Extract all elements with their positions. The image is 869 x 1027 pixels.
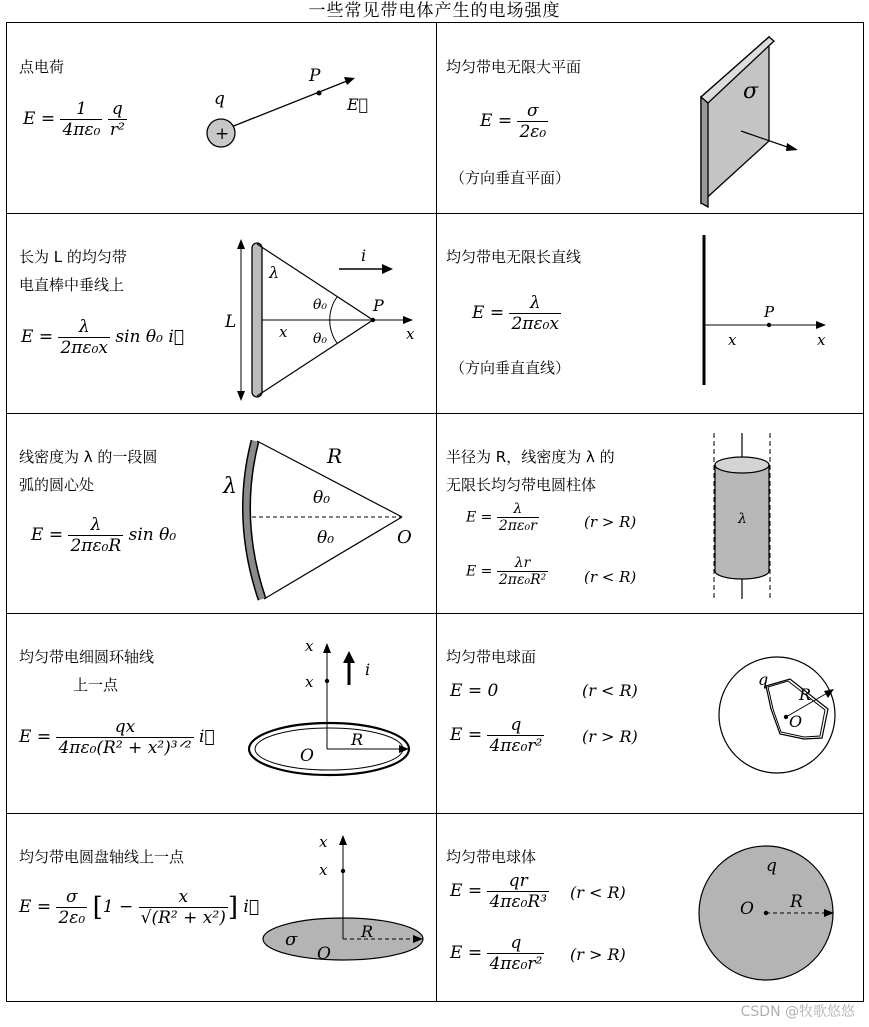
formula: E = $\frac{1}{\text{4πε₀}}$ $\frac{q}{\text{r²}}$: [23, 99, 125, 140]
formula: E = $\frac{qx}{\text{4πε₀(R² + x²)³ᐟ²}}$ i⃗: [19, 717, 215, 758]
condition-inside: (r < R): [582, 681, 638, 700]
plus-sign: +: [215, 124, 230, 144]
p-label: P: [309, 66, 321, 86]
theta-lower: θ₀: [313, 331, 328, 347]
condition-inside: (r < R): [570, 883, 626, 902]
i-label: i: [365, 660, 371, 679]
formula: E = $\frac{\sigma}{\text{2ε₀}}$: [480, 101, 547, 142]
cell-label-line2: 上一点: [73, 676, 119, 694]
p-label: P: [764, 303, 775, 321]
plane-figure: [436, 23, 864, 213]
r-label: R: [790, 892, 803, 912]
theta-lower: θ₀: [317, 528, 335, 548]
formula: E = $\frac{\lambda}{\text{2πε₀x}}$: [472, 293, 559, 334]
cell-label: 均匀带电无限长直线: [446, 248, 582, 266]
formula-inside: E = $\frac{qr}{\text{4πε₀R³}}$: [450, 871, 548, 912]
direction-note: （方向垂直直线）: [450, 359, 571, 377]
page-title: 一些常见带电体产生的电场强度: [308, 1, 561, 21]
cell-solid-sphere: [436, 813, 864, 1001]
cell-cylinder: [436, 413, 864, 613]
arc-figure: [7, 413, 436, 613]
x-axis-label: x: [406, 325, 415, 343]
r-label: R: [361, 922, 374, 941]
cell-arc: [7, 413, 436, 613]
l-label: L: [225, 312, 237, 332]
x-top-label: x: [319, 833, 328, 851]
cell-point-charge: [7, 23, 436, 213]
watermark: CSDN @牧歌悠悠: [740, 1004, 855, 1020]
formula-outside: E = $\frac{\lambda r}{\text{2πε₀R²}}$: [466, 555, 547, 588]
sigma-label: σ: [743, 79, 759, 104]
x-mid-label: x: [728, 331, 737, 349]
p-label: P: [373, 296, 384, 315]
o-label: O: [789, 712, 803, 731]
lambda-label: λ: [269, 263, 280, 282]
i-label: i: [361, 246, 367, 265]
x-mid-label: x: [305, 673, 314, 691]
condition-outside: (r > R): [570, 945, 626, 964]
cell-label-line1: 均匀带电细圆环轴线: [19, 648, 155, 666]
cell-ring: [7, 613, 436, 813]
q-label: q: [766, 856, 777, 876]
cell-label: 均匀带电无限大平面: [446, 58, 582, 76]
x-top-label: x: [305, 637, 314, 655]
formula-outside: E = $\frac{q}{\text{4πε₀r²}}$: [450, 933, 543, 974]
cylinder-figure: [436, 413, 864, 613]
point-charge-figure: [7, 23, 436, 213]
cell-label: 均匀带电球面: [446, 648, 537, 666]
condition-outside: (r > R): [584, 513, 637, 531]
q-label: q: [214, 89, 225, 109]
sphere-shell-figure: [436, 613, 864, 813]
lambda-label: λ: [223, 474, 237, 499]
cell-label: 均匀带电圆盘轴线上一点: [19, 848, 185, 866]
cell-label-line2: 弧的圆心处: [19, 476, 95, 494]
cell-label: 点电荷: [19, 58, 65, 76]
disk-figure: [7, 813, 436, 1001]
o-label: O: [397, 527, 412, 548]
theta-upper: θ₀: [313, 488, 331, 508]
q-label: q: [758, 670, 769, 689]
formula: E = $\frac{\lambda}{\text{2πε₀R}}$ sin θ₀: [31, 515, 177, 556]
o-label: O: [740, 899, 754, 919]
cell-infinite-plane: [436, 23, 864, 213]
rod-figure: [7, 213, 436, 413]
cell-label-line1: 半径为 R，线密度为 λ 的: [446, 448, 615, 466]
o-label: O: [317, 944, 331, 964]
lambda-label: λ: [738, 511, 747, 527]
theta-upper: θ₀: [313, 297, 328, 313]
ring-figure: [7, 613, 436, 813]
cell-label-line1: 长为 L 的均匀带: [19, 248, 127, 266]
direction-note: （方向垂直平面）: [450, 169, 571, 187]
r-label: R: [799, 685, 812, 704]
condition-outside: (r > R): [582, 727, 638, 746]
cell-disk: [7, 813, 436, 1001]
x-mid-label: x: [319, 861, 328, 879]
formula-inside: E = 0: [450, 681, 499, 701]
formula: E = $\frac{\lambda}{\text{2πε₀x}}$ sin θ₀ i⃗: [21, 317, 184, 358]
cell-label: 均匀带电球体: [446, 848, 537, 866]
formula-table: [6, 22, 864, 1002]
cell-finite-rod: [7, 213, 436, 413]
o-label: O: [300, 746, 314, 766]
formula: E = $\frac{\sigma}{\text{2ε₀}}$ [1 − $\frac{x}{\text{√(R² + x²)}}$ ] i⃗: [19, 887, 260, 928]
r-label: R: [351, 730, 364, 749]
e-label: E⃗: [347, 95, 369, 114]
condition-inside: (r < R): [584, 568, 637, 586]
solid-sphere-figure: [436, 813, 864, 1001]
x-axis-label: x: [817, 331, 826, 349]
sigma-label: σ: [285, 929, 298, 950]
cell-label-line2: 电直棒中垂线上: [19, 276, 125, 294]
formula-inside: E = $\frac{\lambda}{\text{2πε₀r}}$: [466, 501, 537, 534]
x-mid-label: x: [279, 323, 288, 341]
cell-label-line2: 无限长均匀带电圆柱体: [446, 476, 597, 494]
formula-outside: E = $\frac{q}{\text{4πε₀r²}}$: [450, 715, 543, 756]
cell-sphere-shell: [436, 613, 864, 813]
cell-infinite-line: [436, 213, 864, 413]
line-figure: [436, 213, 864, 413]
r-label: R: [327, 444, 343, 468]
cell-label-line1: 线密度为 λ 的一段圆: [19, 448, 158, 466]
